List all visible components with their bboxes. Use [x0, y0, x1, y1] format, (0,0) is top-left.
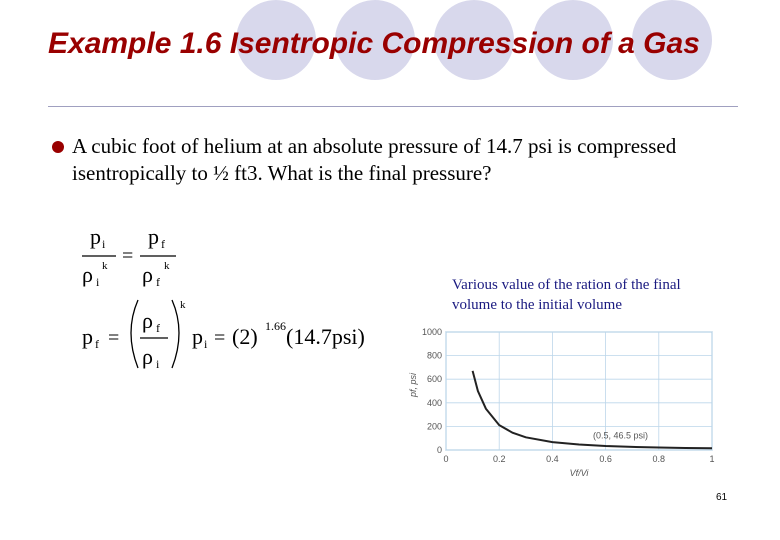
eq2-equals-1: = — [108, 327, 120, 349]
eq1-k-left: k — [102, 260, 108, 272]
x-tick-label: 0.4 — [546, 454, 559, 464]
eq2-k: k — [180, 299, 186, 311]
bullet-marker — [52, 141, 64, 153]
eq1-p-i: p — [90, 224, 101, 249]
eq1-rho-f: ρ — [142, 262, 153, 287]
eq2-equals-2: = — [214, 327, 226, 349]
eq2-pressure: (14.7psi) — [286, 324, 365, 349]
y-tick-label: 800 — [426, 350, 442, 361]
y-axis-label: pf, psi — [408, 372, 418, 398]
x-tick-label: 0 — [443, 454, 449, 464]
eq2-p-f: p — [82, 324, 93, 349]
x-tick-label: 1 — [709, 454, 715, 464]
x-tick-label: 0.6 — [599, 454, 612, 464]
equation-isentropic-relation — [72, 222, 192, 292]
eq1-sub-f: f — [161, 237, 165, 251]
x-axis-label: Vf/Vi — [569, 468, 589, 478]
y-tick-label: 600 — [426, 374, 442, 385]
eq2-rho-sub-i: i — [156, 357, 160, 371]
eq1-rho-i: ρ — [82, 262, 93, 287]
slide-title: Example 1.6 Isentropic Compression of a Gas — [48, 27, 700, 60]
eq1-sub-i: i — [102, 237, 106, 251]
eq2-left-paren — [131, 300, 138, 368]
x-tick-label: 0.2 — [492, 454, 506, 464]
eq2-rho-sub-f: f — [156, 321, 160, 335]
eq2-right-paren — [172, 300, 179, 368]
eq2-base: (2) — [232, 324, 258, 349]
eq2-sub-i: i — [204, 337, 208, 351]
title-divider — [48, 106, 738, 107]
pressure-volume-chart — [400, 322, 730, 482]
y-tick-label: 400 — [426, 397, 442, 408]
eq2-sub-f: f — [95, 337, 99, 351]
eq1-equals: = — [122, 245, 134, 267]
eq1-p-f: p — [148, 224, 159, 249]
eq1-rho-sub-i: i — [96, 275, 100, 289]
y-tick-label: 0 — [436, 445, 442, 455]
x-tick-label: 0.8 — [652, 454, 666, 464]
eq1-rho-sub-f: f — [156, 275, 160, 289]
y-tick-label: 200 — [426, 421, 442, 432]
eq1-k-right: k — [164, 260, 170, 272]
page-number: 61 — [716, 492, 728, 503]
plot-area — [446, 332, 712, 450]
chart-annotation: Various value of the ration of the final volume to the initial volume — [452, 277, 681, 313]
eq2-exponent: 1.66 — [265, 319, 286, 333]
y-tick-label: 1000 — [421, 327, 442, 337]
equation-final-pressure — [72, 292, 392, 374]
eq2-rho-i: ρ — [142, 344, 153, 369]
data-annotation: (0.5, 46.5 psi) — [593, 430, 649, 441]
eq2-p-i: p — [192, 324, 203, 349]
eq2-rho-f: ρ — [142, 308, 153, 333]
problem-statement: A cubic foot of helium at an absolute pressure of 14.7 psi is compressed isentropically to ½ ft3. What is the final pressure? — [72, 134, 677, 185]
